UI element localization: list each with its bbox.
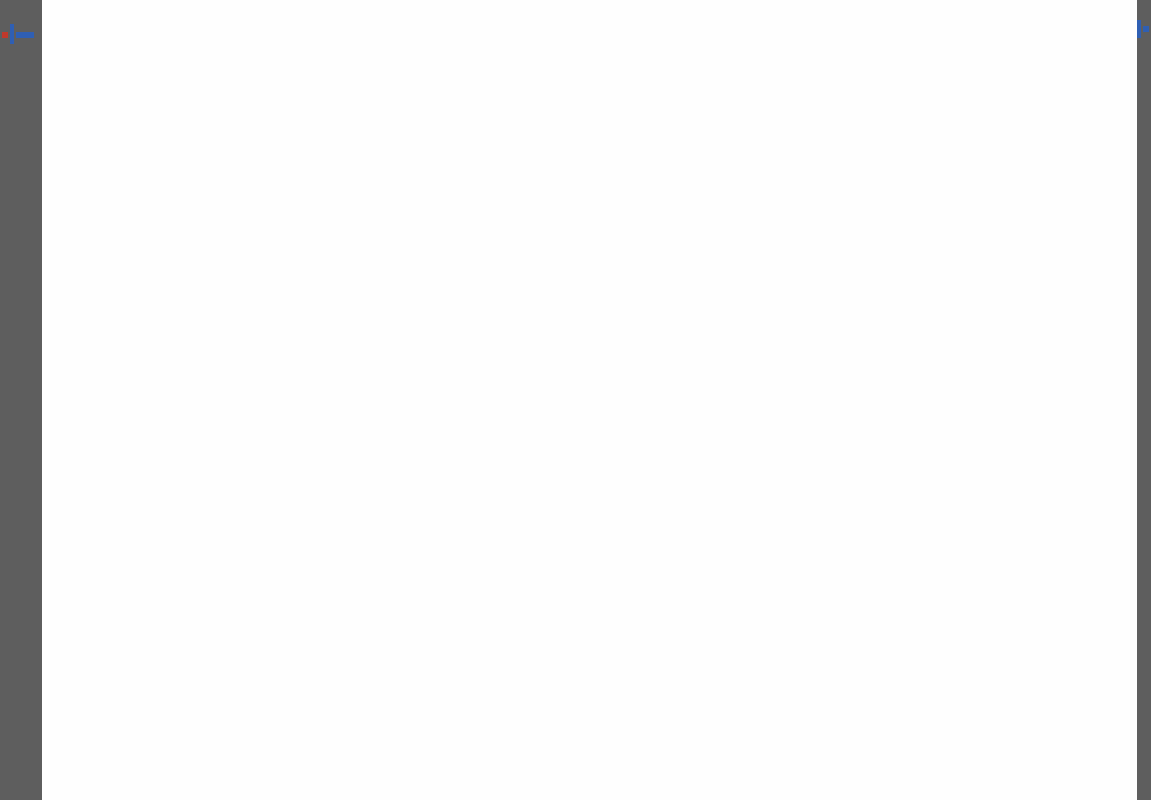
library-logo-small-icon [1137, 20, 1149, 38]
text-column [42, 0, 144, 758]
scanned-page [42, 0, 1137, 800]
rotated-page-content [42, 0, 1137, 800]
watermark-copyright-container [0, 0, 40, 400]
right-viewer-margin [1137, 0, 1151, 800]
watermark-url-container [0, 400, 40, 800]
